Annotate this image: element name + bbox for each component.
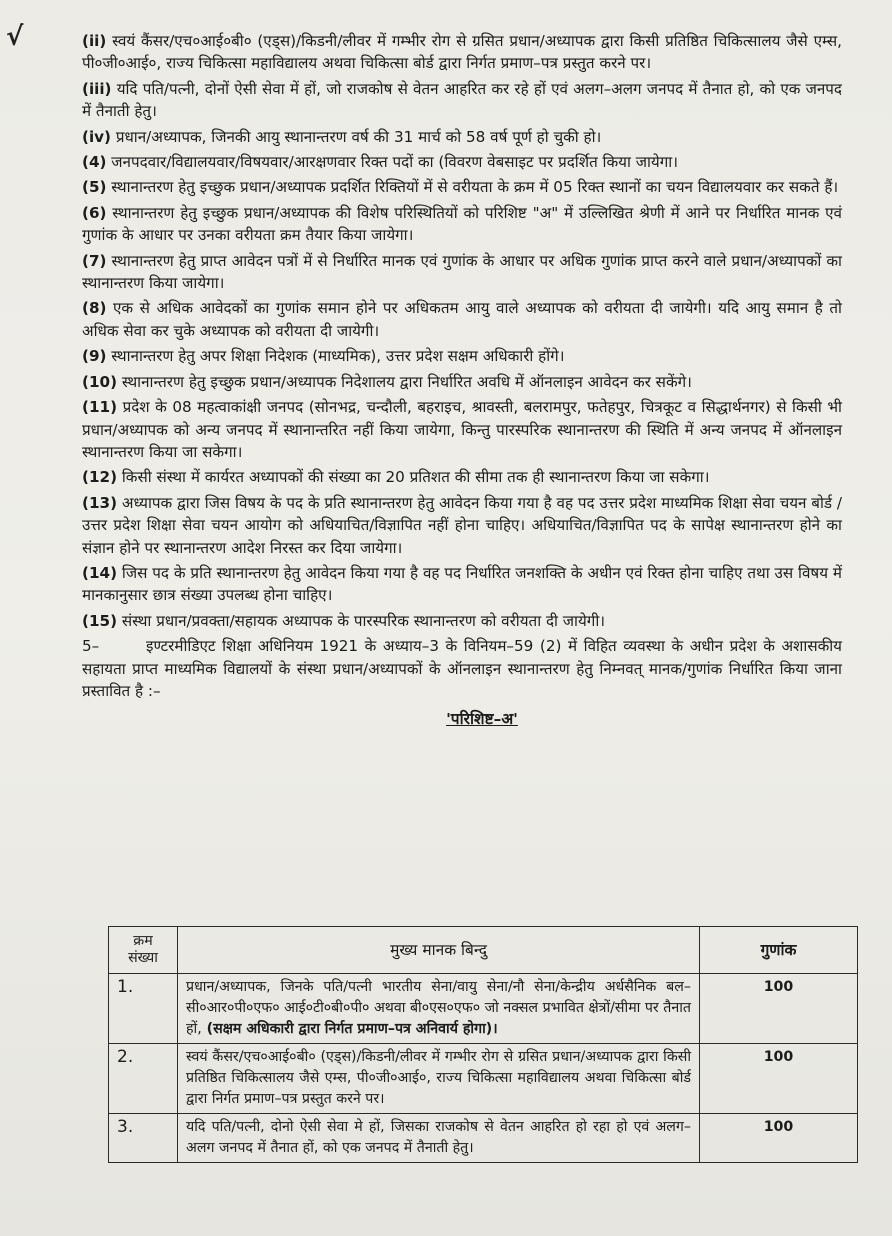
clause-12: (12) किसी संस्था में कार्यरत अध्यापकों की संख्या का 20 प्रतिशत की सीमा तक ही स्थानान्तरण किया जा सकेगा। (82, 468, 710, 487)
row-serial: 3. (109, 1114, 178, 1163)
clause-13: (13) अध्यापक द्वारा जिस विषय के पद के प्रति स्थानान्तरण हेतु आवेदन किया गया है वह पद उत्तर प्रदेश माध्यमिक शिक्षा सेवा चयन बोर्ड /उत्तर प्रदेश शिक्षा सेवा चयन आयोग को अधियाचित/विज्ञापित नहीं होना चाहिए। अधियाचित/विज्ञापित पद के सापेक्ष स्थानान्तरण होने का संज्ञान होने पर स्थानान्तरण आदेश निरस्त कर दिया जायेगा। (82, 493, 842, 557)
header-main-standard: मुख्य मानक बिन्दु (178, 927, 700, 974)
section-5 (82, 635, 842, 702)
appendix-title: 'परिशिष्ट–अ' (446, 710, 518, 729)
row-serial: 2. (109, 1044, 178, 1114)
row-standard: स्वयं कैंसर/एच०आई०बी० (एड्स)/किडनी/लीवर में गम्भीर रोग से ग्रसित प्रधान/अध्यापक द्वारा किसी प्रतिष्ठित चिकित्सालय जैसे एम्स, पी०जी०आई०, राज्य चिकित्सा महाविद्यालय अथवा चिकित्सा बोर्ड द्वारा निर्गत प्रमाण–पत्र प्रस्तुत करने पर। (178, 1044, 700, 1114)
table-row (109, 1114, 858, 1163)
clause-9: (9) स्थानान्तरण हेतु अपर शिक्षा निदेशक (माध्यमिक), उत्तर प्रदेश सक्षम अधिकारी होंगे। (82, 347, 565, 366)
table-header-row (109, 927, 858, 974)
clause-6: (6) स्थानान्तरण हेतु इच्छुक प्रधान/अध्यापक की विशेष परिस्थितियों को परिशिष्ट "अ" में उल्लिखित श्रेणी में आने पर निर्धारित मानक एवं गुणांक के आधार पर उनका वरीयता क्रम तैयार किया जायेगा। (82, 203, 842, 245)
clause-14: (14) जिस पद के प्रति स्थानान्तरण हेतु आवेदन किया गया है वह पद निर्धारित जनशक्ति के अधीन एवं रिक्त होना चाहिए तथा उस विषय में मानकानुसार छात्र संख्या उपलब्ध होना चाहिए। (82, 563, 842, 605)
row-score: 100 (700, 974, 858, 1044)
appendix-table (108, 926, 858, 1163)
clause-15: (15) संस्था प्रधान/प्रवक्ता/सहायक अध्यापक के पारस्परिक स्थानान्तरण को वरीयता दी जायेगी। (82, 611, 606, 630)
header-serial-number: क्रम संख्या (109, 927, 178, 974)
document-body (82, 30, 842, 741)
clause-5: (5) स्थानान्तरण हेतु इच्छुक प्रधान/अध्यापक प्रदर्शित रिक्तियों में से वरीयता के क्रम में 05 रिक्त स्थानों का चयन विद्यालयवार कर सकते हैं। (82, 178, 839, 197)
row-score: 100 (700, 1114, 858, 1163)
table-row (109, 974, 858, 1044)
row-standard: प्रधान/अध्यापक, जिनके पति/पत्नी भारतीय सेना/वायु सेना/नौ सेना/केन्द्रीय अर्धसैनिक बल–सी०आर०पी०एफ० आई०टी०बी०पी० अथवा बी०एस०एफ० जो नक्सल प्रभावित क्षेत्रों/सीमा पर तैनात हों, (सक्षम अधिकारी द्वारा निर्गत प्रमाण–पत्र अनिवार्य होगा)। (178, 974, 700, 1044)
section-5-number: 5– (82, 637, 100, 656)
clause-11: (11) प्रदेश के 08 महत्वाकांक्षी जनपद (सोनभद्र, चन्दौली, बहराइच, श्रावस्ती, बलरामपुर, फतेहपुर, चित्रकूट व सिद्धार्थनगर) से किसी भी प्रधान/अध्यापक को अन्य जनपद में स्थानान्तरित नहीं किया जायेगा, किन्तु पारस्परिक स्थानान्तरण की स्थिति में अन्य जनपद में ऑनलाइन स्थानान्तरण किया जा सकेगा। (82, 398, 842, 461)
header-score: गुणांक (700, 927, 858, 974)
table-row (109, 1044, 858, 1114)
clause-4: (4) जनपदवार/विद्यालयवार/विषयवार/आरक्षणवार रिक्त पदों का (विवरण वेबसाइट पर प्रदर्शित किया जायेगा। (82, 153, 678, 172)
row-serial: 1. (109, 974, 178, 1044)
clause-iii: (iii) यदि पति/पत्नी, दोनों ऐसी सेवा में हों, जो राजकोष से वेतन आहरित कर रहे हों एवं अलग–अलग जनपद में तैनात हो, को एक जनपद में तैनाती हेतु। (82, 79, 842, 121)
row-standard: यदि पति/पत्नी, दोनो ऐसी सेवा मे हों, जिसका राजकोष से वेतन आहरित हो रहा हो एवं अलग–अलग जनपद में तैनात हों, को एक जनपद में तैनाती हेतु। (178, 1114, 700, 1163)
clause-iv: (iv) प्रधान/अध्यापक, जिनकी आयु स्थानान्तरण वर्ष की 31 मार्च को 58 वर्ष पूर्ण हो चुकी हो। (82, 127, 602, 146)
handwritten-tick-mark: √ (6, 22, 24, 52)
clause-8: (8) एक से अधिक आवेदकों का गुणांक समान होने पर अधिकतम आयु वाले अध्यापक को वरीयता दी जायेगी। यदि आयु समान है तो अधिक सेवा कर चुके अध्यापक को वरीयता दी जायेगी। (82, 299, 842, 340)
section-5-text: इण्टरमीडिएट शिक्षा अधिनियम 1921 के अध्याय–3 के विनियम–59 (2) में विहित व्यवस्था के अधीन प्रदेश के अशासकीय सहायता प्राप्त माध्यमिक विद्यालयों के संस्था प्रधान/अध्यापकों के ऑनलाइन स्थानान्तरण हेतु निम्नवत् मानक/गुणांक निर्धारित किया जाना प्रस्तावित है :– (82, 637, 842, 700)
clause-10: (10) स्थानान्तरण हेतु इच्छुक प्रधान/अध्यापक निदेशालय द्वारा निर्धारित अवधि में ऑनलाइन आवेदन कर सकेंगे। (82, 372, 692, 391)
clause-ii: (ii) स्वयं कैंसर/एच०आई०बी० (एड्स)/किडनी/लीवर में गम्भीर रोग से ग्रसित प्रधान/अध्यापक द्वारा किसी प्रतिष्ठित चिकित्सालय जैसे एम्स, पी०जी०आई०, राज्य चिकित्सा महाविद्यालय अथवा चिकित्सा बोर्ड द्वारा निर्गत प्रमाण–पत्र प्रस्तुत करने पर। (82, 32, 842, 73)
row-score: 100 (700, 1044, 858, 1114)
clause-7: (7) स्थानान्तरण हेतु प्राप्त आवेदन पत्रों में से निर्धारित मानक एवं गुणांक के आधार पर अधिक गुणांक प्राप्त करने वाले प्रधान/अध्यापकों का स्थानान्तरण किया जायेगा। (82, 251, 842, 293)
